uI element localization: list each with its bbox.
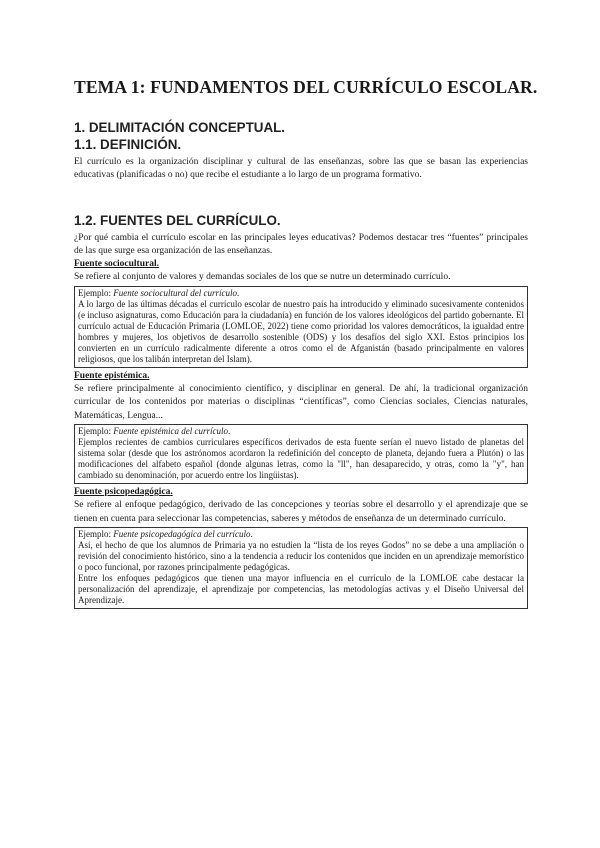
example-paragraph: Ejemplos recientes de cambios curriculares específicos derivados de esta fuente serían el nuevo listado de planetas del sistema solar (desde que los astrónomos acordaron la redefinición del concepto de planeta, dejando fuera a Plutón) o las modificaciones del alfabeto español (donde algunas letras, como la "ll", han desaparecido, y otras, como la "y", han cambiado su denominación, por acuerdo entre los lingüistas). [78,436,524,480]
document-content [74,76,538,609]
example-label: Ejemplo: Fuente sociocultural del currículo. [78,287,240,298]
source-epistemica-heading: Fuente epistémica. [74,370,150,381]
source-sociocultural-example-box [74,286,528,368]
example-paragraph: A lo largo de las últimas décadas el currículo escolar de nuestro país ha introducido y eliminado sucesivamente contenidos (e incluso asignaturas, como Educación para la ciudadanía) en función de los valores ideológicos del partido gobernante. El currículo actual de Educación Primaria (LOMLOE, 2022) tiene como prioridad los valores democráticos, la igualdad entre hombres y mujeres, los objetivos de desarrollo sostenible (ODS) y los desafíos del siglo XXI. Estos principios los convierten en un currículo radicalmente diferente a otros como el de Afganistán (basado principalmente en valores religiosos, que los talibán interpretan del Islam). [78,298,524,364]
section-1-heading: 1. DELIMITACIÓN CONCEPTUAL. [74,120,286,135]
definition-paragraph: El currículo es la organización disciplinar y cultural de las enseñanzas, sobre las que se basan las experiencias educativas (planificadas o no) que recibe el estudiante a lo largo de un programa formativo. [74,157,528,181]
source-psicopedagogica-example-box [74,527,528,609]
source-epistemica-example-box [74,424,528,484]
source-sociocultural-heading: Fuente sociocultural. [74,259,159,270]
example-label: Ejemplo: Fuente epistémica del currículo. [78,425,231,436]
source-psicopedagogica-heading: Fuente psicopedagógica. [74,486,173,497]
section-1-2-heading: 1.2. FUENTES DEL CURRÍCULO. [74,212,281,228]
section-1-1-heading: 1.1. DEFINICIÓN. [74,137,182,152]
example-paragraph: Entre los enfoques pedagógicos que tienen una mayor influencia en el currículo de la LOMLOE cabe destacar la personalización del aprendizaje, el aprendizaje por competencias, las metodologías activas y el Diseño Universal del Aprendizaje. [78,572,524,605]
source-sociocultural-text: Se refiere al conjunto de valores y demandas sociales de los que se nutre un determinado currículo. [74,272,451,283]
example-paragraph: Así, el hecho de que los alumnos de Primaria ya no estudien la “lista de los reyes Godos” no se debe a una ampliación o revisión del conocimiento histórico, sino a la tendencia a reducir los contenidos que inciden en un aprendizaje memorístico o poco funcional, por razones principalmente pedagógicas. [78,539,524,572]
example-label: Ejemplo: Fuente psicopedagógica del currículo. [78,528,253,539]
source-psicopedagogica-text: Se refiere al enfoque pedagógico, derivado de las concepciones y teorías sobre el desarrollo y el aprendizaje que se tienen en cuenta para seleccionar las competencias, saberes y métodos de enseñanza de un determinado currículo. [74,500,528,524]
document-title: TEMA 1: FUNDAMENTOS DEL CURRÍCULO ESCOLAR. [74,77,538,97]
source-epistemica-text: Se refiere principalmente al conocimiento científico, y disciplinar en general. De ahí, la tradicional organización curricular de los contenidos por materias o disciplinas “científicas”, como Ciencias sociales, Ciencias naturales, Matemáticas, Lengua... [74,384,528,421]
sources-intro-paragraph: ¿Por qué cambia el currículo escolar en las principales leyes educativas? Podemos destacar tres “fuentes” principales de las que surge esa organización de las enseñanzas. [74,232,528,256]
